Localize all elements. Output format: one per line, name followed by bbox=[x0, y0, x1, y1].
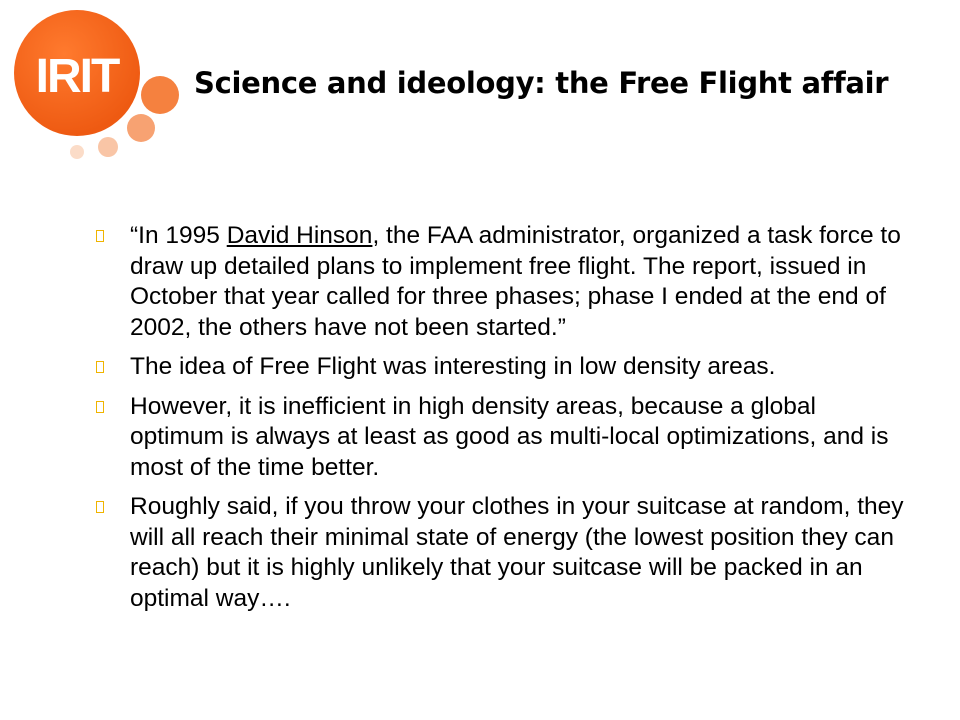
bullet-text: However, it is inefficient in high density areas, because a global optimum is always at least as good as multi-local optimizations, and is most of the time better. bbox=[130, 392, 889, 481]
square-bullet-icon bbox=[96, 492, 130, 522]
irit-logo bbox=[0, 0, 200, 170]
bullet-list bbox=[96, 221, 916, 623]
square-bullet-icon bbox=[96, 392, 130, 422]
irit-logo-icon bbox=[0, 0, 200, 170]
logo-text: IRIT bbox=[35, 50, 119, 103]
square-bullet-icon bbox=[96, 221, 130, 251]
bullet-text: The idea of Free Flight was interesting in low density areas. bbox=[130, 353, 776, 380]
bullet-item bbox=[96, 392, 916, 484]
bullet-item bbox=[96, 352, 916, 383]
bullet-text: Roughly said, if you throw your clothes in your suitcase at random, they will all reach their minimal state of energy (the lowest position they can reach) but it is highly unlikely that your suitcase will be packed in an optimal way…. bbox=[130, 493, 904, 612]
bullet-item bbox=[96, 221, 916, 343]
david-hinson-link[interactable]: David Hinson bbox=[226, 222, 373, 249]
bullet-item bbox=[96, 492, 916, 614]
bullet-text bbox=[130, 221, 916, 343]
bullet-text-suffix: , the FAA administrator, organized a task force to draw up detailed plans to implement free flight. The report, issued in October that year called for three phases; phase I ended at the end of 2002, the others have not been started.” bbox=[130, 222, 901, 341]
bullet-text-prefix: “In 1995 bbox=[130, 222, 227, 249]
slide-title: Science and ideology: the Free Flight affair bbox=[194, 66, 889, 100]
square-bullet-icon bbox=[96, 352, 130, 382]
